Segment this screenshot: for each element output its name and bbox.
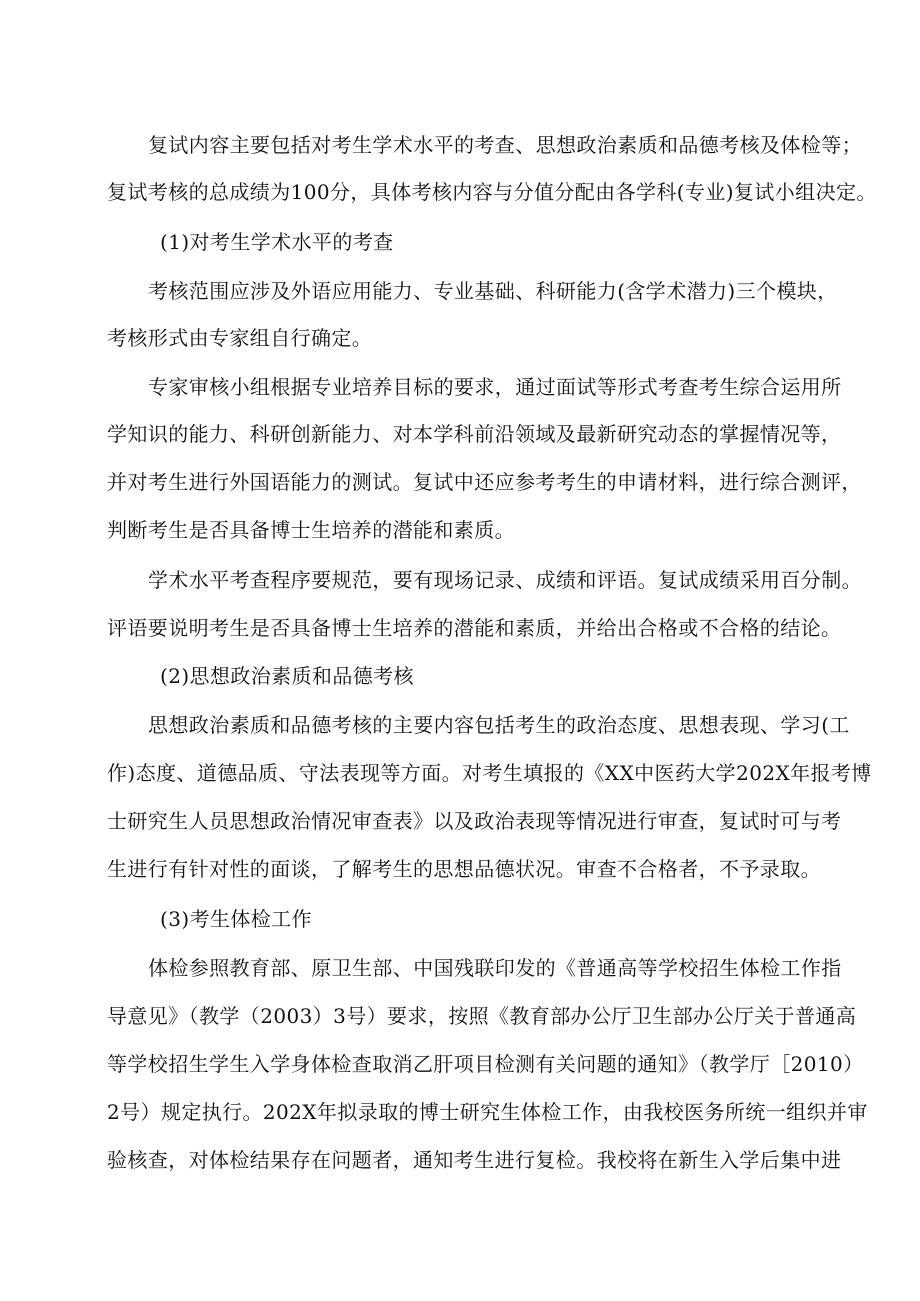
section-1-para-2-line-2: 学知识的能力、科研创新能力、对本学科前沿领域及最新研究动态的掌握情况等，: [107, 422, 842, 446]
intro-line-2: 复试考核的总成绩为100分，具体考核内容与分值分配由各学科(专业)复试小组决定。: [107, 180, 877, 204]
section-2-para-1-line-1: 思想政治素质和品德考核的主要内容包括考生的政治态度、思想表现、学习(工: [148, 713, 850, 737]
section-2-para-1-line-3: 士研究生人员思想政治情况审查表》以及政治表现等情况进行审查，复试时可与考: [107, 809, 842, 833]
section-1-para-2-line-3: 并对考生进行外国语能力的测试。复试中还应参考考生的申请材料，进行综合测评，: [107, 470, 862, 494]
section-3-para-1-line-3: 等学校招生学生入学身体检查取消乙肝项目检测有关问题的通知》（教学厅［2010）: [107, 1052, 864, 1076]
section-3-para-1-line-1: 体检参照教育部、原卫生部、中国残联印发的《普通高等学校招生体检工作指: [148, 956, 842, 980]
section-3-heading: (3)考生体检工作: [160, 907, 312, 931]
section-1-para-2-line-4: 判断考生是否具备博士生培养的潜能和素质。: [107, 518, 515, 542]
section-2-para-1-line-4: 生进行有针对性的面谈，了解考生的思想品德状况。审查不合格者，不予录取。: [107, 857, 821, 881]
section-3-para-1-line-2: 导意见》（教学（2003）3号）要求，按照《教育部办公厅卫生部办公厅关于普通高: [107, 1004, 857, 1028]
section-1-para-1-line-1: 考核范围应涉及外语应用能力、专业基础、科研能力(含学术潜力)三个模块，: [148, 279, 838, 303]
section-1-para-3-line-2: 评语要说明考生是否具备博士生培养的潜能和素质，并给出合格或不合格的结论。: [107, 616, 842, 640]
section-3-para-1-line-5: 验核查，对体检结果存在问题者，通知考生进行复检。我校将在新生入学后集中进: [107, 1148, 842, 1172]
section-2-para-1-line-2: 作)态度、道德品质、守法表现等方面。对考生填报的《XX中医药大学202X年报考博: [107, 761, 872, 785]
section-2-heading: (2)思想政治素质和品德考核: [160, 664, 414, 688]
intro-line-1: 复试内容主要包括对考生学术水平的考查、思想政治素质和品德考核及体检等；: [148, 133, 862, 157]
section-1-para-1-line-2: 考核形式由专家组自行确定。: [107, 326, 373, 350]
section-1-para-3-line-1: 学术水平考查程序要规范，要有现场记录、成绩和评语。复试成绩采用百分制。: [148, 568, 862, 592]
section-1-para-2-line-1: 专家审核小组根据专业培养目标的要求，通过面试等形式考查考生综合运用所: [148, 375, 842, 399]
section-1-heading: (1)对考生学术水平的考查: [160, 230, 394, 254]
section-3-para-1-line-4: 2号）规定执行。202X年拟录取的博士研究生体检工作，由我校医务所统一组织并审: [107, 1100, 868, 1124]
